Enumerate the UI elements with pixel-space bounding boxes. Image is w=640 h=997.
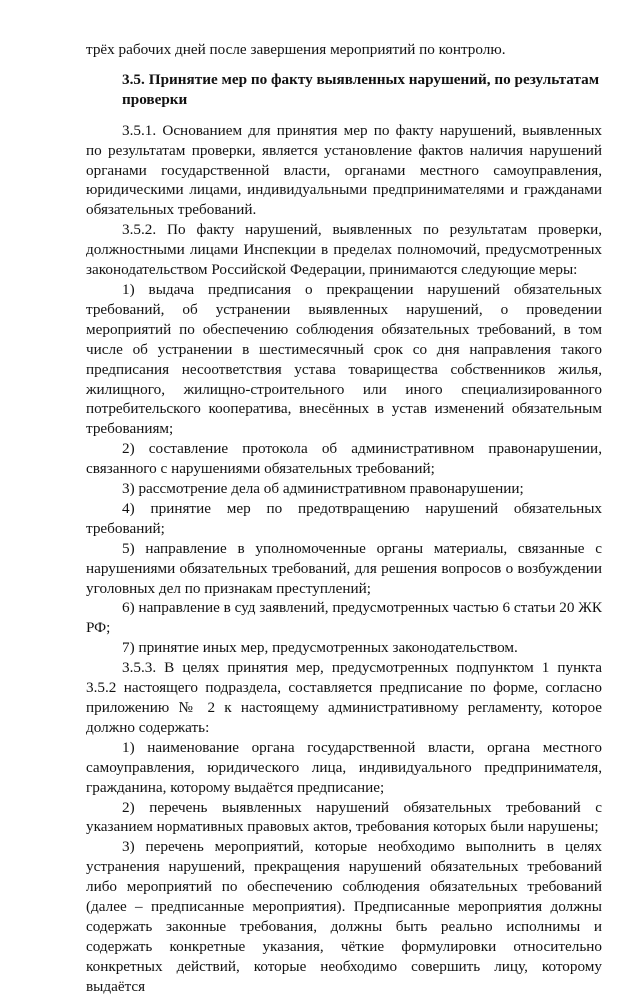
paragraph-3-5-1: 3.5.1. Основанием для принятия мер по факту нарушений, выявленных по результатам проверки, является установление фактов наличия нарушений органами государственной власти, органами местного самоуправления, юридическими лицами, индивидуальными предпринимателями и гражданами обязательных требований. xyxy=(86,121,602,219)
requirement-item-1: 1) наименование органа государственной власти, органа местного самоуправления, юридического лица, индивидуального предпринимателя, гражданина, которому выдаётся предписание; xyxy=(86,738,602,796)
document-page xyxy=(86,40,602,997)
list-item-1: 1) выдача предписания о прекращении нарушений обязательных требований, об устранении выявленных нарушений, о проведении мероприятий по обеспечению соблюдения обязательных требований, в том числе об устранении в шестимесячный срок со дня направления такого предписания несоответствия устава товарищества собственников жилья, жилищного, жилищно-строительного или иного специализированного потребительского кооператива, внесённых в устав изменений обязательным требованиям; xyxy=(86,280,602,438)
list-item-6: 6) направление в суд заявлений, предусмотренных частью 6 статьи 20 ЖК РФ; xyxy=(86,599,602,637)
list-item-4: 4) принятие мер по предотвращению нарушений обязательных требований; xyxy=(86,499,602,537)
requirement-item-2: 2) перечень выявленных нарушений обязательных требований с указанием нормативных правовых актов, требования которых были нарушены; xyxy=(86,798,602,836)
list-item-2: 2) составление протокола об административном правонарушении, связанного с нарушениями обязательных требований; xyxy=(86,440,602,478)
list-item-7: 7) принятие иных мер, предусмотренных законодательством. xyxy=(122,639,518,657)
requirement-item-3: 3) перечень мероприятий, которые необходимо выполнить в целях устранения нарушений, прекращения нарушений обязательных требований либо мероприятий по обеспечению соблюдения обязательных требований (далее – предписанные мероприятия). Предписанные мероприятия должны содержать законные требования, должны быть реально исполнимы и содержать конкретные указания, чёткие формулировки относительно конкретных действий, которые необходимо совершить лицу, которому выдаётся xyxy=(86,838,602,995)
list-item-5: 5) направление в уполномоченные органы материалы, связанные с нарушениями обязательных требований, для решения вопросов о возбуждении уголовных дел по признакам преступлений; xyxy=(86,539,602,597)
paragraph-3-5-2: 3.5.2. По факту нарушений, выявленных по результатам проверки, должностными лицами Инспекции в пределах полномочий, предусмотренных законодательством Российской Федерации, принимаются следующие меры: xyxy=(86,221,602,279)
section-title: Принятие мер по факту выявленных нарушений, по результатам проверки xyxy=(122,70,600,108)
list-item-3: 3) рассмотрение дела об административном правонарушении; xyxy=(122,480,524,498)
paragraph-3-5-3: 3.5.3. В целях принятия мер, предусмотренных подпунктом 1 пункта 3.5.2 настоящего подраздела, составляется предписание по форме, согласно приложению № 2 к настоящему административному регламенту, которое должно содержать: xyxy=(86,659,602,736)
lead-fragment: трёх рабочих дней после завершения мероприятий по контролю. xyxy=(86,41,506,58)
section-number: 3.5. xyxy=(122,70,145,88)
section-heading xyxy=(86,70,602,110)
